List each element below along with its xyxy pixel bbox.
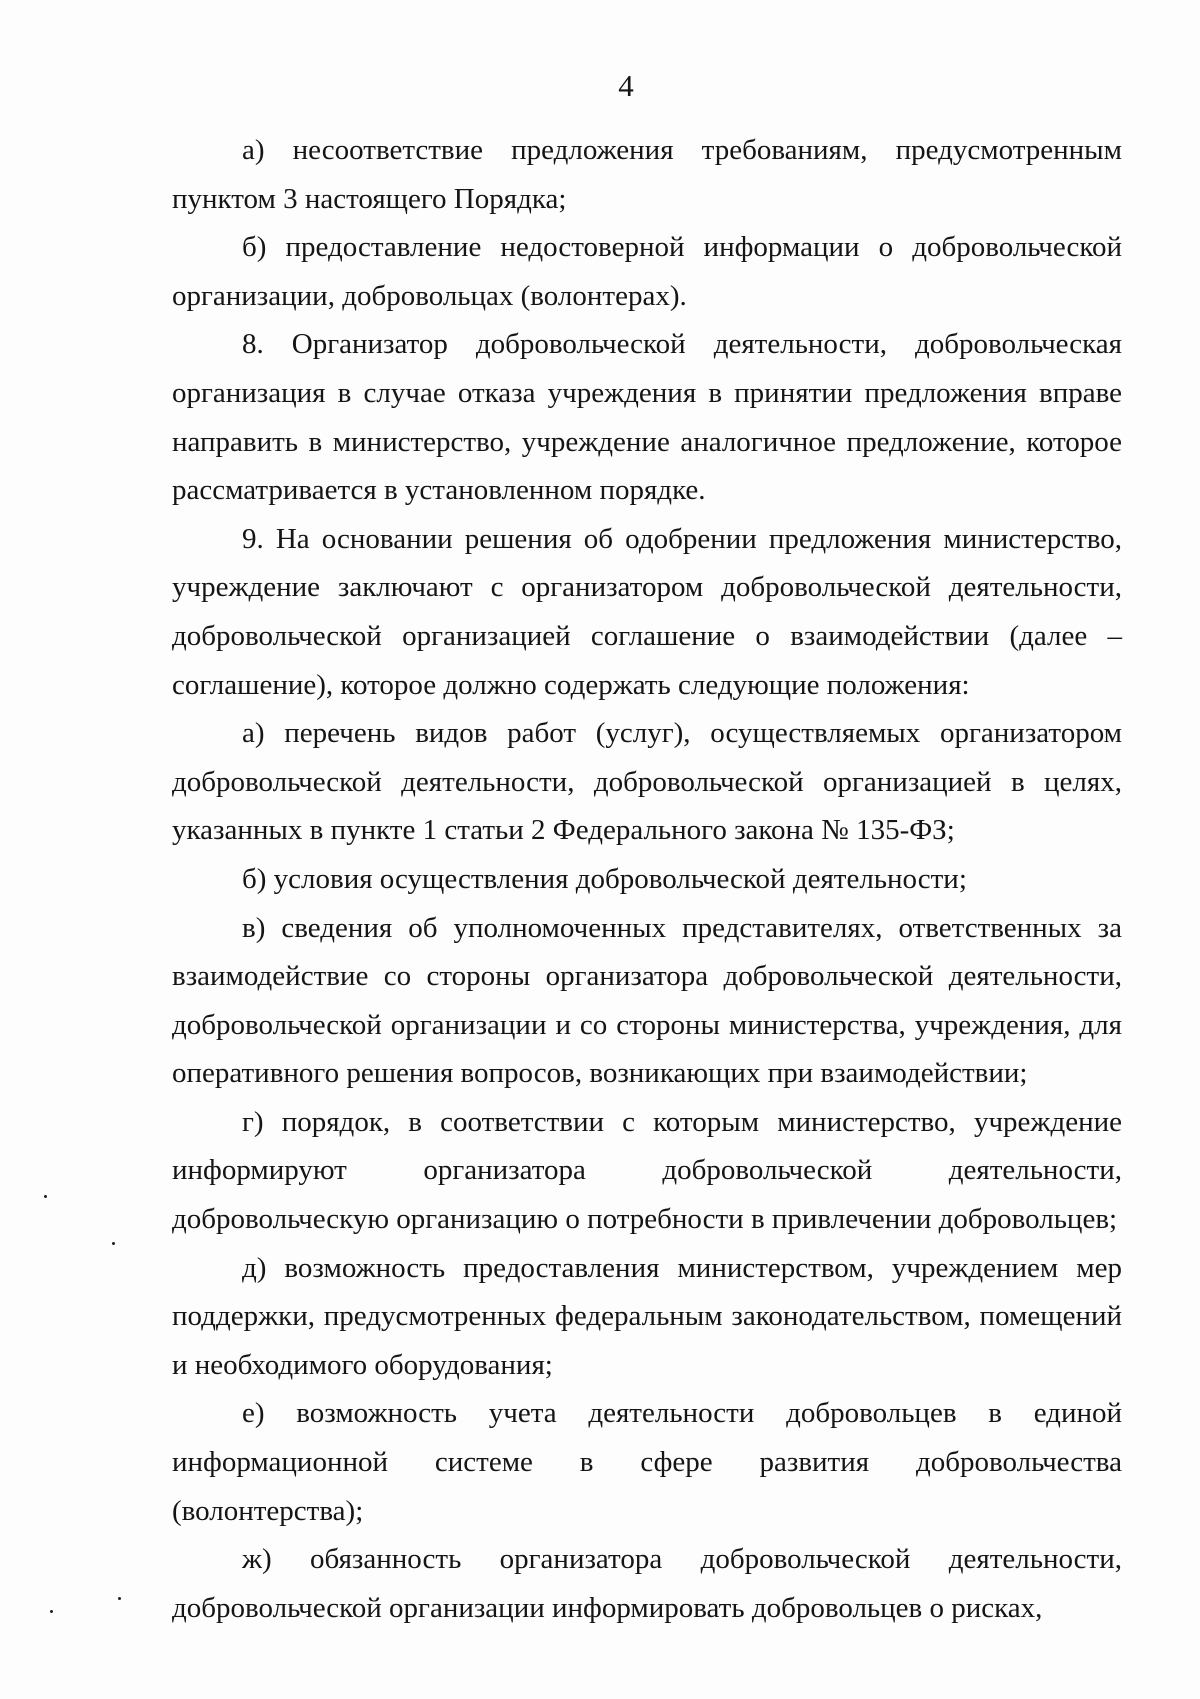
paragraph-9: 9. На основании решения об одобрении предложения министерство, учреждение заключают с организатором добровольческой деятельности, добровольческой организацией соглашение о взаимодействии (далее – соглашение), которое должно содержать следующие положения: (172, 522, 1122, 701)
paragraph-9d: д) возможность предоставления министерством, учреждением мер поддержки, предусмотренных федеральным законодательством, помещений и необходимого оборудования; (172, 1251, 1122, 1381)
paragraph-9g: г) порядок, в соответствии с которым министерство, учреждение информируют организатора добровольческой деятельности, добровольческую организацию о потребности в привлечении добровольцев; (172, 1105, 1122, 1236)
scan-speck (44, 1195, 47, 1198)
paragraph-8: 8. Организатор добровольческой деятельности, добровольческая организация в случае отказа учреждения в принятии предложения вправе направить в министерство, учреждение аналогичное предложение, которое рассматривается в установленном порядке. (172, 328, 1122, 507)
scan-speck (50, 1610, 53, 1613)
scan-speck (112, 1242, 115, 1245)
paragraph-7a: а) несоответствие предложения требованиям, предусмотренным пунктом 3 настоящего Порядка; (172, 134, 1122, 215)
paragraph-9a: а) перечень видов работ (услуг), осуществляемых организатором добровольческой деятельности, добровольческой организацией в целях, указанных в пункте 1 статьи 2 Федерального закона № 135-ФЗ; (172, 717, 1122, 847)
scan-speck (118, 1597, 121, 1600)
paragraph-9b: б) условия осуществления добровольческой деятельности; (242, 862, 967, 895)
paragraph-7b: б) предоставление недостоверной информации о добровольческой организации, добровольцах (волонтерах). (172, 231, 1122, 312)
paragraph-9v: в) сведения об уполномоченных представителях, ответственных за взаимодействие со стороны организатора добровольческой деятельности, добровольческой организации и со стороны министерства, учреждения, для оперативного решения вопросов, возникающих при взаимодействии; (172, 911, 1122, 1090)
paragraph-9zh: ж) обязанность организатора добровольческой деятельности, добровольческой организации информировать добровольцев о рисках, (172, 1543, 1122, 1624)
document-body (172, 126, 1122, 1632)
paragraph-9e: е) возможность учета деятельности добровольцев в единой информационной системе в сфере развития добровольчества (волонтерства); (172, 1397, 1122, 1527)
page-number: 4 (618, 68, 634, 103)
